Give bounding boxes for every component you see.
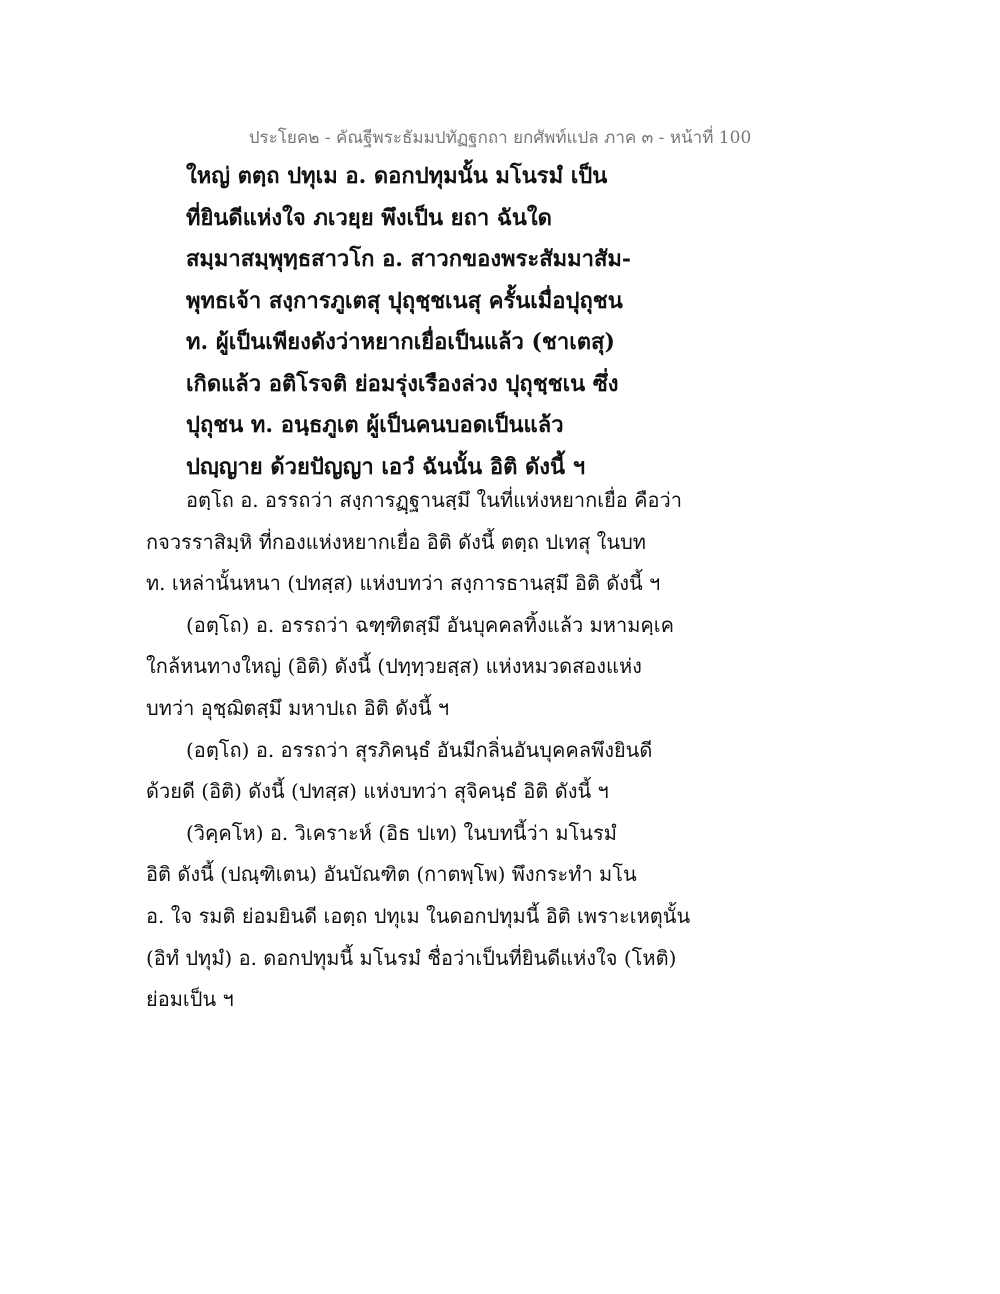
commentary-line: ด้วยดี (อิติ) ดังนี้ (ปทสฺส) แห่งบทว่า สุจิคนฺธํ อิติ ดังนี้ ฯ [146, 779, 609, 804]
verse-line: ท. ผู้เป็นเพียงดังว่าหยากเยื่อเป็นแล้ว (ชาเตสุ) [186, 329, 615, 355]
commentary-line: กจวรราสิมฺหิ ที่กองแห่งหยากเยื่อ อิติ ดังนี้ ตตฺถ ปเทสุ ในบท [146, 529, 646, 554]
commentary-line: (อิทํ ปทุมํ) อ. ดอกปทุมนี้ มโนรมํ ชื่อว่าเป็นที่ยินดีแห่งใจ (โหติ) [146, 945, 677, 970]
verse-line: ปญฺญาย ด้วยปัญญา เอวํ ฉันนั้น อิติ ดังนี้ ฯ [186, 453, 586, 480]
commentary-line: (อตฺโถ) อ. อรรถว่า ฉฑฺฑิตสฺมึ อันบุคคลทิ้งแล้ว มหามคฺเค [186, 612, 674, 637]
running-header: ประโยค๒ - คัณฐีพระธัมมปทัฏฐกถา ยกศัพท์แปล ภาค ๓ - หน้าที่ 100 [248, 128, 752, 148]
commentary-block [146, 480, 766, 1021]
commentary-line: (วิคฺคโห) อ. วิเคราะห์ (อิธ ปเท) ในบทนี้ว่า มโนรมํ [186, 820, 617, 845]
verse-line: เกิดแล้ว อติโรจติ ย่อมรุ่งเรืองล่วง ปุถุชฺชเน ซึ่ง [186, 370, 619, 397]
commentary-line: บทว่า อุชฺฌิตสฺมึ มหาปเถ อิติ ดังนี้ ฯ [146, 695, 450, 720]
commentary-line: อิติ ดังนี้ (ปณฺฑิเตน) อันบัณฑิต (กาตพฺโพ) พึงกระทำ มโน [146, 862, 637, 887]
commentary-line: อ. ใจ รมติ ย่อมยินดี เอตฺถ ปทุเม ในดอกปทุมนี้ อิติ เพราะเหตุนั้น [146, 903, 691, 928]
verse-line: ปุถุชน ท. อนฺธภูเต ผู้เป็นคนบอดเป็นแล้ว [186, 412, 564, 438]
commentary-line: ท. เหล่านั้นหนา (ปทสฺส) แห่งบทว่า สงฺการธานสฺมึ อิติ ดังนี้ ฯ [146, 571, 661, 596]
commentary-line: ย่อมเป็น ฯ [146, 987, 234, 1012]
commentary-line: (อตฺโถ) อ. อรรถว่า สุรภิคนฺธํ อันมีกลิ่นอันบุคคลพึงยินดี [186, 737, 653, 762]
commentary-line: อตฺโถ อ. อรรถว่า สงฺการฏฺฐานสฺมึ ในที่แห่งหยากเยื่อ คือว่า [186, 488, 683, 512]
verse-line: ใหญ่ ตตฺถ ปทุเม อ. ดอกปทุมนั้น มโนรมํ เป็น [186, 163, 608, 189]
verse-line: สมฺมาสมฺพุทฺธสาวโก อ. สาวกของพระสัมมาสัม- [186, 246, 632, 272]
commentary-line: ใกล้หนทางใหญ่ (อิติ) ดังนี้ (ปทฺทฺวยสฺส) แห่งหมวดสองแห่ง [146, 654, 642, 679]
verse-line: พุทธเจ้า สงฺการภูเตสุ ปุถุชฺชเนสุ ครั้นเมื่อปุถุชน [186, 287, 623, 314]
verse-line: ที่ยินดีแห่งใจ ภเวยฺย พึงเป็น ยถา ฉันใด [186, 204, 552, 231]
verse-translation-block [186, 156, 786, 488]
